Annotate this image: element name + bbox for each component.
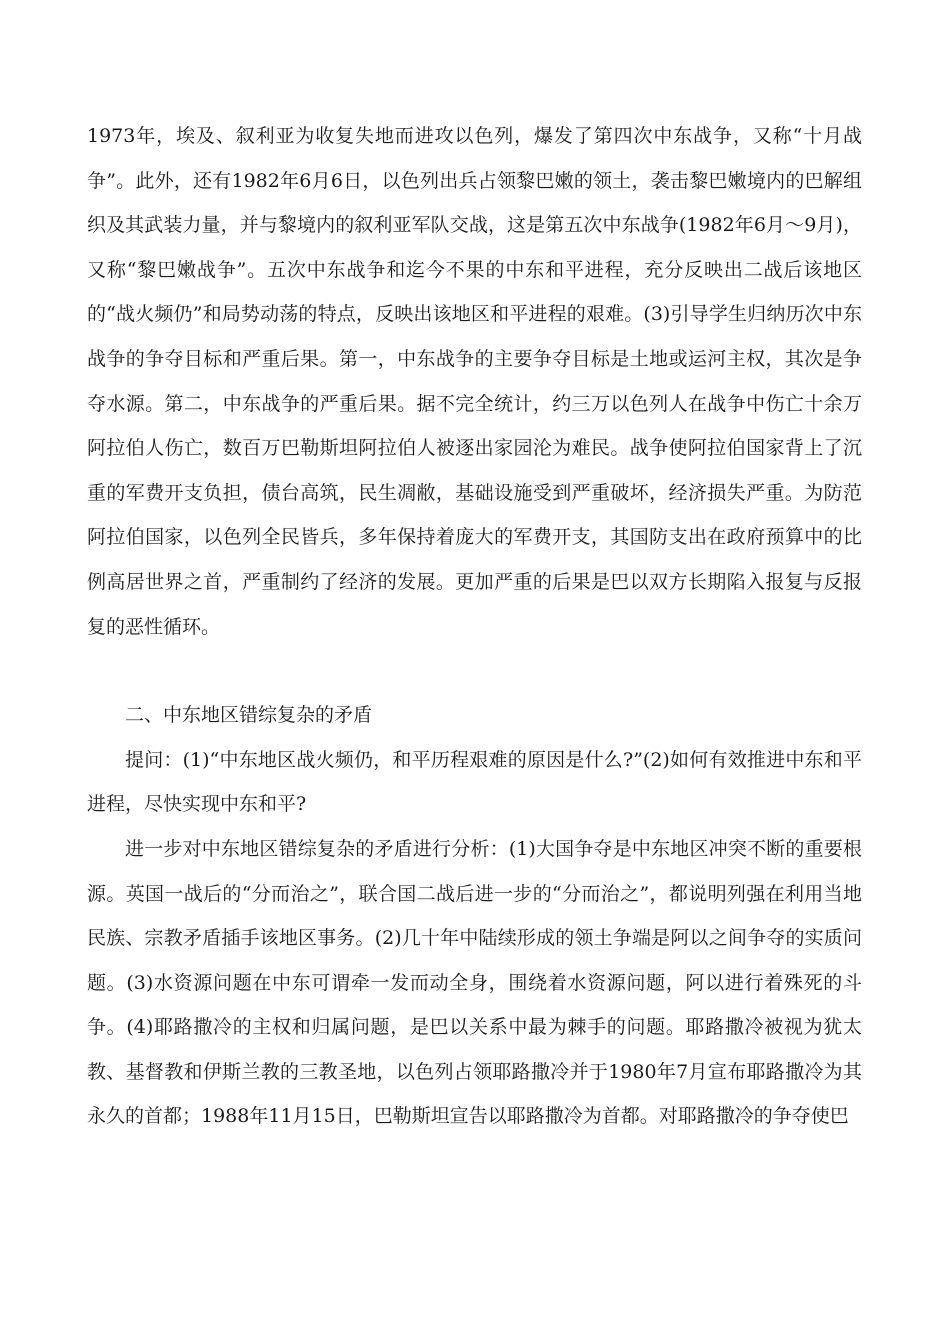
paragraph-analysis: 进一步对中东地区错综复杂的矛盾进行分析：(1)大国争夺是中东地区冲突不断的重要根源。英国一战后的“分而治之”，联合国二战后进一步的“分而治之”，都说明列强在利用当地民族、宗教矛盾插手该地区事务。(2)几十年中陆续形成的领土争端是阿以之间争夺的实质问题。(3)水资源问题在中东可谓牵一发而动全身，围绕着水资源问题，阿以进行着殊死的斗争。(4)耶路撒冷的主权和归属问题，是巴以关系中最为棘手的问题。耶路撒冷被视为犹太教、基督教和伊斯兰教的三教圣地，以色列占领耶路撒冷并于1980年7月宣布耶路撒冷为其永久的首都；1988年11月15日，巴勒斯坦宣告以耶路撒冷为首都。对耶路撒冷的争夺使巴 xyxy=(87,837,862,1128)
paragraph-questions: 提问：(1)“中东地区战火频仍，和平历程艰难的原因是什么?”(2)如何有效推进中东和平进程，尽快实现中东和平? xyxy=(87,748,862,816)
paragraph-middle-east-wars: 1973年，埃及、叙利亚为收复失地而进攻以色列，爆发了第四次中东战争，又称“十月战争”。此外，还有1982年6月6日，以色列出兵占领黎巴嫩的领土，袭击黎巴嫩境内的巴解组织及其武装力量，并与黎境内的叙利亚军队交战，这是第五次中东战争(1982年6月～9月)，又称“黎巴嫩战争”。五次中东战争和迄今不果的中东和平进程，充分反映出二战后该地区的“战火频仍”和局势动荡的特点，反映出该地区和平进程的艰难。(3)引导学生归纳历次中东战争的争夺目标和严重后果。第一，中东战争的主要争夺目标是土地或运河主权，其次是争夺水源。第二，中东战争的严重后果。据不完全统计，约三万以色列人在战争中伤亡十余万阿拉伯人伤亡，数百万巴勒斯坦阿拉伯人被逐出家园沦为难民。战争使阿拉伯国家背上了沉重的军费开支负担，债台高筑，民生凋敝，基础设施受到严重破坏，经济损失严重。为防范阿拉伯国家，以色列全民皆兵，多年保持着庞大的军费开支，其国防支出在政府预算中的比例高居世界之首，严重制约了经济的发展。更加严重的后果是巴以双方长期陷入报复与反报复的恶性循环。 xyxy=(87,125,862,638)
section-heading: 二、中东地区错综复杂的矛盾 xyxy=(125,704,373,727)
document-body xyxy=(87,114,862,1139)
